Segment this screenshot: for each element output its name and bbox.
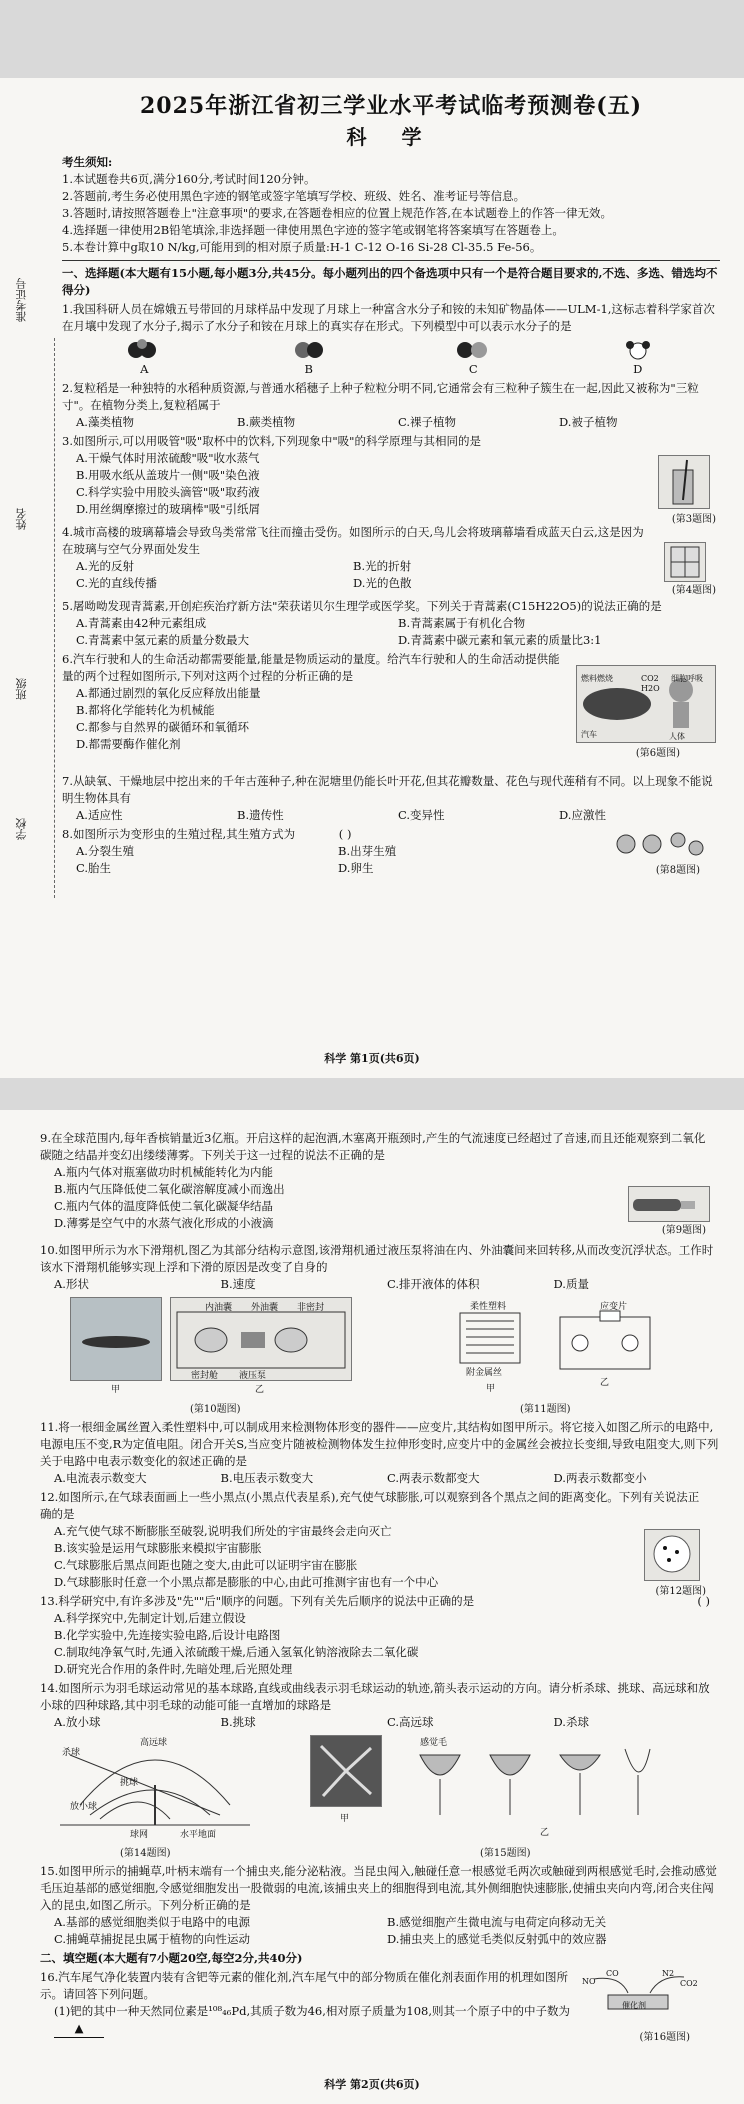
divider	[62, 260, 720, 261]
option: C.青蒿素中氢元素的质量分数最大	[76, 633, 250, 647]
option: A.基部的感觉细胞类似于电路中的电源	[54, 1915, 250, 1929]
question-12: 12.如图所示,在气球表面画上一些小黑点(小黑点代表星系),充气使气球膨胀,可以观察到各个黑点之间的距离变化。下列有关说法正确的是	[40, 1490, 700, 1521]
q10-q11-figures	[40, 1297, 720, 1417]
notice-item: 3.答题时,请按照答题卷上"注意事项"的要求,在答题卷相应的位置上规范作答,在本试题卷上的作答一律无效。	[62, 206, 613, 220]
page-footer: 科学 第2页(共6页)	[324, 2078, 420, 2091]
molecule-model-icon	[453, 339, 493, 361]
side-label-id: 准考证号	[15, 278, 28, 322]
fig-label: CO2	[641, 674, 659, 683]
option: B.瓶内气压降低使二氧化碳溶解度减小而逸出	[54, 1182, 285, 1196]
section-heading: 二、填空题(本大题有7小题20空,每空2分,共40分)	[40, 1951, 303, 1965]
question-13	[40, 1593, 720, 1610]
notice-item: 1.本试题卷共6页,满分160分,考试时间120分钟。	[62, 172, 316, 186]
q12-figure	[644, 1529, 700, 1581]
q15-options	[54, 1914, 720, 1948]
option: D.青蒿素中碳元素和氧元素的质量比3:1	[398, 633, 602, 647]
fig-label: 燃料燃烧	[581, 674, 613, 683]
q13-text: 13.科学研究中,有许多涉及"先""后"顺序的问题。下列有关先后顺序的说法中正确的是	[40, 1594, 475, 1608]
q16-caption: (第16题图)	[639, 2032, 690, 2043]
question-11: 11.将一根细金属丝置入柔性塑料中,可以制成用来检测物体形变的器件——应变片,其结构如图甲所示。将它接入如图乙所示的电路中,电源电压不变,R为定值电阻。闭合开关S,当应变片随被检测物体发生拉伸形变时,应变片中的金属丝会被拉长变细,导致电阻变大,则下列关于电路中电表示数变化的叙述正确的是	[40, 1420, 719, 1468]
option: A.青蒿素由42种元素组成	[76, 616, 207, 630]
option: B.都将化学能转化为机械能	[76, 703, 215, 717]
fig-label: 感觉毛	[420, 1738, 448, 1748]
option: A.分裂生殖	[76, 844, 134, 858]
q16-sub-1	[54, 2003, 570, 2038]
side-label-class: 班级	[15, 678, 28, 700]
option: D.用丝绸摩擦过的玻璃棒"吸"引纸屑	[76, 502, 261, 516]
q11-caption: (第11题图)	[520, 1404, 571, 1415]
q12-options	[54, 1523, 620, 1591]
option: A.放小球	[54, 1715, 101, 1729]
option: B.挑球	[220, 1715, 256, 1729]
venus-flytrap-photo	[310, 1735, 382, 1807]
fig-label: 乙	[540, 1828, 550, 1838]
option: A.充气使气球不断膨胀至破裂,说明我们所处的宇宙最终会走向灭亡	[54, 1524, 392, 1538]
question-9: 9.在全球范围内,每年香槟销量近3亿瓶。开启这样的起泡酒,木塞离开瓶颈时,产生的气流速度已经超过了音速,而且还能观察到二氧化碳随之结晶并变幻出缕缕薄雾。下列关于这一过程的说法不正确的是	[40, 1131, 706, 1162]
option: B.化学实验中,先连接实验电路,后设计电路图	[54, 1628, 281, 1642]
fig-label: 甲	[111, 1385, 121, 1395]
side-label-name: 姓名	[15, 508, 28, 530]
option: B.青蒿素属于有机化合物	[398, 616, 526, 630]
option: D.质量	[553, 1277, 589, 1291]
option: D.气球膨胀时任意一个小黑点都是膨胀的中心,由此可推测宇宙也有一个中心	[54, 1575, 439, 1589]
fig-label: 甲	[486, 1384, 496, 1394]
option: B.用吸水纸从盖玻片一侧"吸"染色液	[76, 468, 260, 482]
fig-label: CO	[606, 1969, 619, 1978]
option: B.电压表示数变大	[220, 1471, 314, 1485]
q11-figure	[450, 1297, 670, 1397]
q3-caption: (第3题图)	[671, 514, 716, 525]
fig-label: H2O	[641, 684, 660, 693]
fig-label: N2	[662, 1969, 675, 1978]
q8-caption: (第8题图)	[655, 865, 700, 876]
question-14: 14.如图所示为羽毛球运动常见的基本球路,直线或曲线表示羽毛球运动的轨迹,箭头表示运动的方向。请分析杀球、挑球、高远球和放小球的四种球路,其中羽毛球的动能可能一直增加的球路是	[40, 1681, 710, 1712]
option: D.两表示数都变小	[553, 1471, 647, 1485]
notice-item: 4.选择题一律使用2B铅笔填涂,非选择题一律使用黑色字迹的签字笔或钢笔将答案填写在答题卷上。	[62, 223, 564, 237]
option: C.变异性	[398, 808, 445, 822]
answer-paren: ( )	[697, 1594, 710, 1608]
option: A.瓶内气体对瓶塞做功时机械能转化为内能	[54, 1165, 273, 1179]
q1-option	[618, 339, 658, 378]
q3-options	[76, 450, 630, 518]
option: C.瓶内气体的温度降低使二氧化碳凝华结晶	[54, 1199, 274, 1213]
q10-options	[54, 1276, 720, 1293]
option: A.光的反射	[76, 559, 134, 573]
molecule-model-icon	[124, 339, 164, 361]
option: C.科学实验中用胶头滴管"吸"取药液	[76, 485, 260, 499]
question-6: 6.汽车行驶和人的生命活动都需要能量,能量是物质运动的量度。给汽车行驶和人的生命活动提供能量的两个过程如图所示,下列对这两个过程的分析正确的是	[62, 652, 560, 683]
q15-figure	[310, 1735, 670, 1839]
q14-q15-figures	[40, 1731, 720, 1861]
option: D.杀球	[553, 1715, 589, 1729]
q16-figure	[580, 1965, 700, 2025]
q9-figure	[628, 1186, 710, 1222]
q5-options	[76, 615, 720, 649]
q8-figure	[612, 826, 712, 860]
option: B.遗传性	[237, 808, 284, 822]
option: A.干燥气体时用浓硫酸"吸"收水蒸气	[76, 451, 260, 465]
q6-figure	[576, 665, 716, 743]
option: D.捕虫夹上的感觉毛类似反射弧中的效应器	[387, 1932, 607, 1946]
option: C.捕蝇草捕捉昆虫属于植物的向性运动	[54, 1932, 251, 1946]
q1-option-label: A	[140, 362, 149, 376]
fig-label: 附金属丝	[466, 1368, 503, 1378]
q6-options	[76, 685, 570, 753]
fig-label: 乙	[255, 1385, 265, 1395]
fig-label: 细胞呼吸	[671, 674, 703, 683]
subject-title: 科 学	[346, 125, 436, 149]
side-label-school: 学校	[15, 818, 28, 840]
fig-label: 非密封	[297, 1303, 325, 1313]
option: C.制取纯净氧气时,先通入浓硫酸干燥,后通入氢氧化钠溶液除去二氧化碳	[54, 1645, 419, 1659]
option: C.高远球	[387, 1715, 434, 1729]
q14-options	[54, 1714, 720, 1731]
q1-option	[289, 339, 329, 378]
q4-options	[76, 558, 630, 592]
q6-caption: (第6题图)	[635, 748, 680, 759]
q14-caption: (第14题图)	[120, 1848, 171, 1859]
q12-caption: (第12题图)	[655, 1586, 706, 1597]
notice-title: 考生须知:	[62, 155, 113, 169]
fig-label: 催化剂	[622, 2001, 646, 2010]
option: A.电流表示数变大	[54, 1471, 147, 1485]
option: C.裸子植物	[398, 415, 457, 429]
question-15: 15.如图甲所示的捕蝇草,叶柄末端有一个捕虫夹,能分泌粘液。当昆虫闯入,触碰任意一根感觉毛两次或触碰到两根感觉毛时,会推动感觉毛压迫基部的感觉细胞,令感觉细胞发出一股微弱的电流,该捕虫夹上的细胞得到电流,其外侧细胞快速膨胀,使捕虫夹向内弯,闭合夹住闯入的昆虫,如图乙所示。下列分析正确的是	[40, 1864, 717, 1912]
fig-label: 汽车	[581, 730, 597, 739]
option: B.该实验是运用气球膨胀来模拟宇宙膨胀	[54, 1541, 262, 1555]
option: D.应激性	[559, 808, 606, 822]
page-footer: 科学 第1页(共6页)	[324, 1052, 420, 1065]
answer-blank[interactable]: ▲	[54, 2020, 104, 2038]
question-5: 5.屠呦呦发现青蒿素,开创疟疾治疗新方法"荣获诺贝尔生理学或医学奖。下列关于青蒿素(C15H22O5)的说法正确的是	[62, 599, 662, 613]
q1-option-label: B	[304, 362, 313, 376]
question-10: 10.如图甲所示为水下滑翔机,图乙为其部分结构示意图,该滑翔机通过液压泵将油在内、外油囊间来回转移,从而改变沉浮状态。工作时该水下滑翔机能够实现上浮和下滑的原因是改变了自身的	[40, 1243, 714, 1274]
question-7: 7.从缺氧、干燥地层中挖出来的千年古莲种子,种在泥塘里仍能长叶开花,但其花瓣数量、花色与现代莲稍有不同。以上现象不能说明生物体具有	[62, 774, 713, 805]
fig-label: 密封舱	[191, 1371, 219, 1381]
q13-options	[54, 1610, 720, 1678]
molecule-model-icon	[289, 339, 329, 361]
q16-sub-text: (1)钯的其中一种天然同位素是¹⁰⁸₄₆Pd,其质子数为46,相对原子质量为108,则其一个原子中的中子数为	[54, 2004, 570, 2018]
q11-options	[54, 1470, 720, 1487]
notice-item: 5.本卷计算中g取10 N/kg,可能用到的相对原子质量:H-1 C-12 O-16 Si-28 Cl-35.5 Fe-56。	[62, 240, 542, 254]
question-4: 4.城市高楼的玻璃幕墙会导致鸟类常常飞往而撞击受伤。如图所示的白天,鸟儿会将玻璃幕墙看成蓝天白云,这是因为在玻璃与空气分界面处发生	[62, 525, 644, 556]
fig-label: 应变片	[600, 1302, 628, 1312]
option: C.都参与自然界的碳循环和氧循环	[76, 720, 250, 734]
fig-label: 外油囊	[251, 1303, 279, 1313]
q2-options	[76, 414, 720, 431]
fig-label: 内油囊	[205, 1303, 233, 1313]
fig-label: 人体	[669, 732, 685, 741]
q1-option	[124, 339, 164, 378]
q8-options	[76, 843, 600, 877]
option: B.出芽生殖	[338, 844, 397, 858]
q10-caption: (第10题图)	[190, 1404, 241, 1415]
option: D.都需要酶作催化剂	[76, 737, 181, 751]
fig-label: 甲	[340, 1814, 350, 1824]
q10-figure-b	[170, 1297, 352, 1395]
fig-label: 球网	[130, 1830, 149, 1840]
option: D.卵生	[338, 861, 374, 875]
q1-option-label: C	[468, 362, 478, 376]
fig-label: 乙	[600, 1378, 610, 1388]
q1-option	[453, 339, 493, 378]
question-3: 3.如图所示,可以用吸管"吸"取杯中的饮料,下列现象中"吸"的科学原理与其相同的是	[62, 434, 481, 448]
fig-label: NO	[582, 1977, 596, 1986]
option: C.两表示数都变大	[387, 1471, 480, 1485]
question-2: 2.复粒稻是一种独特的水稻种质资源,与普通水稻穗子上种子粒粒分明不同,它通常会有三粒种子簇生在一起,因此又被称为"三粒寸"。在植物分类上,复粒稻属于	[62, 381, 699, 412]
question-1: 1.我国科研人员在嫦娥五号带回的月球样品中发现了月球上一种富含水分子和铵的未知矿物晶体——ULM-1,这标志着科学家首次在月壤中发现了水分子,揭示了水分子和铵在月球上的真实存在形式。下列模型中可以表示水分子的是	[62, 302, 715, 333]
option: D.研究光合作用的条件时,先暗处理,后光照处理	[54, 1662, 293, 1676]
fig-label: 杀球	[62, 1748, 81, 1758]
fig-label: 液压泵	[239, 1371, 267, 1381]
q9-options	[54, 1164, 600, 1232]
question-16: 16.汽车尾气净化装置内装有含钯等元素的催化剂,汽车尾气中的部分物质在催化剂表面作用的机理如图所示。请回答下列问题。	[40, 1970, 568, 2001]
option: A.科学探究中,先制定计划,后建立假设	[54, 1611, 246, 1625]
section-heading: 一、选择题(本大题有15小题,每小题3分,共45分。每小题列出的四个备选项中只有一个是符合题目要求的,不选、多选、错选均不得分)	[62, 266, 718, 297]
option: C.气球膨胀后黑点间距也随之变大,由此可以证明宇宙在膨胀	[54, 1558, 358, 1572]
option: D.光的色散	[353, 576, 412, 590]
q1-models	[62, 335, 720, 378]
exam-page-1	[0, 78, 744, 1078]
fig-label: 放小球	[70, 1802, 98, 1812]
q3-figure	[658, 455, 710, 509]
option: C.排开液体的体积	[387, 1277, 480, 1291]
q10-figure-a	[70, 1297, 162, 1395]
option: B.速度	[220, 1277, 256, 1291]
exam-title: 2025年浙江省初三学业水平考试临考预测卷(五)	[139, 93, 643, 119]
molecule-model-icon	[618, 339, 658, 361]
option: D.薄雾是空气中的水蒸气液化形成的小液滴	[54, 1216, 274, 1230]
fig-label: CO2	[680, 1979, 698, 1988]
binding-line	[54, 338, 55, 898]
option: A.形状	[54, 1277, 89, 1291]
q14-figure	[60, 1735, 250, 1839]
option: B.光的折射	[353, 559, 412, 573]
fig-label: 挑球	[120, 1778, 139, 1788]
fig-label: 高远球	[140, 1738, 168, 1748]
option: B.感觉细胞产生微电流与电荷定向移动无关	[387, 1915, 607, 1929]
fig-label: 柔性塑料	[470, 1302, 507, 1312]
answer-paren: ( )	[338, 827, 352, 841]
option: C.胎生	[76, 861, 112, 875]
q4-caption: (第4题图)	[671, 585, 716, 596]
option: A.藻类植物	[76, 415, 134, 429]
option: C.光的直线传播	[76, 576, 158, 590]
fig-label: 水平地面	[180, 1830, 217, 1840]
q4-figure	[664, 542, 706, 582]
option: B.蕨类植物	[237, 415, 296, 429]
binding-margin	[14, 258, 48, 898]
q9-caption: (第9题图)	[661, 1225, 706, 1236]
q7-options	[76, 807, 720, 824]
q15-caption: (第15题图)	[480, 1848, 531, 1859]
q1-option-label: D	[633, 362, 643, 376]
exam-page-2	[0, 1110, 744, 2104]
option: D.被子植物	[559, 415, 618, 429]
q8-text: 8.如图所示为变形虫的生殖过程,其生殖方式为	[62, 827, 296, 841]
option: A.都通过剧烈的氧化反应释放出能量	[76, 686, 261, 700]
notice-item: 2.答题前,考生务必使用黑色字迹的钢笔或签字笔填写学校、班级、姓名、准考证号等信息。	[62, 189, 526, 203]
option: A.适应性	[76, 808, 123, 822]
